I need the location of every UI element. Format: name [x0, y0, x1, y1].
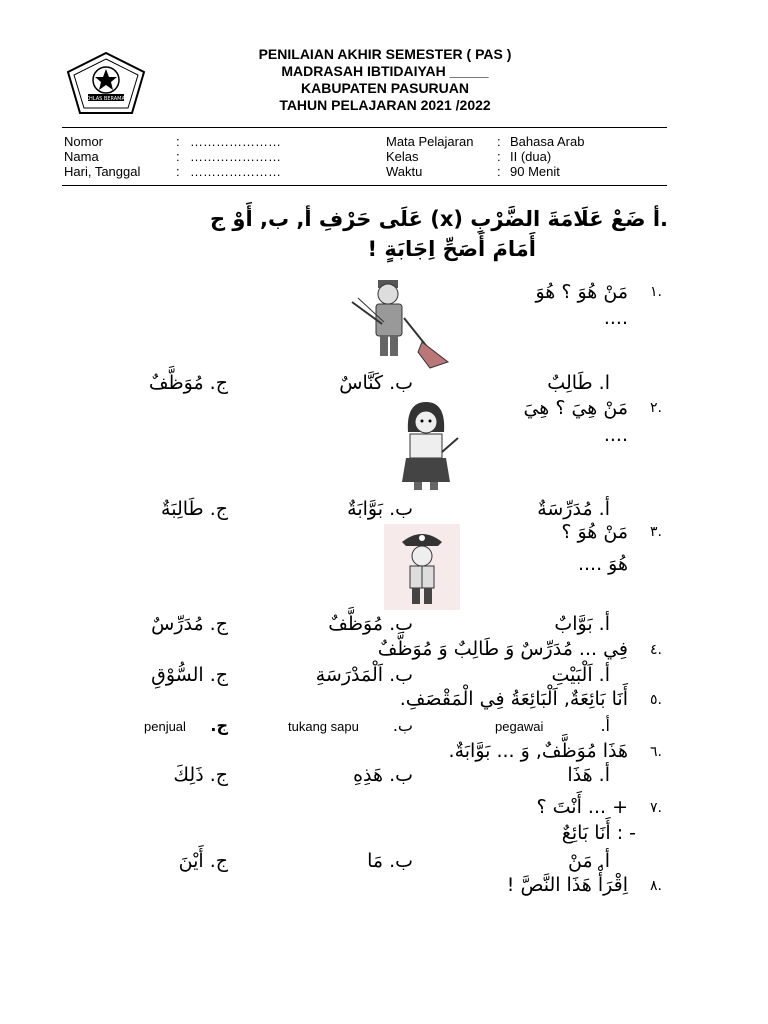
info-label-mapel: Mata Pelajaran	[386, 134, 474, 149]
info-label-hari: Hari, Tanggal	[64, 164, 141, 179]
question-blank: ....	[603, 307, 628, 329]
option-a[interactable]: pegawai	[495, 719, 544, 734]
option-b[interactable]: tukang sapu	[288, 719, 359, 734]
info-value-waktu: 90 Menit	[510, 164, 560, 179]
option-a[interactable]: أ. بَوَّابٌ	[554, 613, 610, 635]
option-c[interactable]: ج. السُّوْقِ	[151, 664, 228, 686]
header-line-2: MADRASAH IBTIDAIYAH _____	[281, 63, 489, 79]
option-b-letter: ب.	[392, 716, 413, 735]
question-text-2: - : أَنَا بَائِعٌ	[561, 822, 636, 844]
header-rule-top	[62, 127, 667, 128]
question-text: هَذَا مُوَظَّفٌ, وَ ... بَوَّابَةٌ.	[448, 740, 628, 762]
option-b[interactable]: ب. اَلْمَدْرَسَةِ	[315, 664, 413, 686]
info-label-nomor: Nomor	[64, 134, 104, 149]
header-rule-bottom	[62, 185, 667, 186]
option-c[interactable]: ج. مُوَظَّفٌ	[148, 372, 228, 394]
question-number: ٥.	[650, 692, 662, 708]
info-label-kelas: Kelas	[386, 149, 419, 164]
svg-text:IKHLAS BERAMAL: IKHLAS BERAMAL	[84, 96, 128, 102]
question-number: ٧.	[650, 800, 662, 816]
header-line-1: PENILAIAN AKHIR SEMESTER ( PAS )	[258, 46, 512, 62]
question-number: ٣.	[650, 524, 662, 540]
question-number: ١.	[650, 284, 662, 300]
question-text: اِقْرَأْ هَذَا النَّصَّ !	[506, 874, 628, 896]
option-c[interactable]: penjual	[144, 719, 186, 734]
option-a[interactable]: أ. مُدَرِّسَةٌ	[537, 498, 610, 520]
info-sep: :	[176, 149, 180, 164]
question-number: ٢.	[650, 400, 662, 416]
question-number: ٦.	[650, 744, 662, 760]
question-text: + ... أَنْتَ ؟	[536, 796, 628, 818]
instruction-line-1: .أ ضَعْ عَلَامَةَ الضَّرْبِ (x) عَلَى حَرْفِ أ, ب, أَوْ ج	[209, 207, 668, 231]
option-a[interactable]: أ. مَنْ	[568, 850, 610, 872]
option-b[interactable]: ب. هَذِهِ	[353, 764, 413, 786]
option-b[interactable]: ب. بَوَّابَةٌ	[347, 498, 413, 520]
officer-illustration	[384, 524, 460, 610]
info-sep: :	[176, 134, 180, 149]
question-blank: هُوَ ....	[577, 553, 628, 575]
info-sep: :	[497, 134, 501, 149]
question-text: مَنْ هُوَ ؟ هُوَ	[535, 281, 628, 303]
info-value-nama: …………………	[190, 149, 281, 164]
option-c[interactable]: ج. طَالِبَةٌ	[161, 498, 228, 520]
option-c[interactable]: ج. أَيْنَ	[178, 850, 228, 872]
info-value-nomor: …………………	[190, 134, 281, 149]
option-c-letter: ج.	[210, 716, 228, 735]
question-text: مَنْ هِيَ ؟ هِيَ	[523, 397, 628, 419]
info-sep: :	[176, 164, 180, 179]
option-a[interactable]: ا. طَالِبٌ	[547, 372, 610, 394]
option-a-letter: أ.	[600, 716, 610, 735]
option-b[interactable]: ب. كَنَّاسٌ	[339, 372, 413, 394]
option-c[interactable]: ج. مُدَرِّسٌ	[151, 613, 228, 635]
option-a[interactable]: أ. هَذَا	[567, 764, 610, 786]
header-line-3: KABUPATEN PASURUAN	[301, 80, 469, 96]
info-value-mapel: Bahasa Arab	[510, 134, 585, 149]
question-blank: ....	[603, 424, 628, 446]
hijab-girl-illustration	[394, 398, 460, 494]
option-a[interactable]: أ. اَلْبَيْتِ	[551, 664, 610, 686]
question-text: فِي ... مُدَرِّسٌ وَ طَالِبٌ وَ مُوَظَّفٌ	[377, 638, 628, 660]
sweeper-illustration	[348, 278, 452, 370]
info-label-nama: Nama	[64, 149, 99, 164]
madrasah-logo	[64, 50, 148, 116]
info-value-hari: …………………	[190, 164, 281, 179]
instruction-line-2: أَمَامَ أَصَحِّ اِجَابَةٍ !	[367, 237, 536, 261]
question-text: أَنَا بَائِعَةٌ, اَلْبَائِعَةُ فِي الْمَقْصَفِ.	[399, 688, 628, 710]
question-text: مَنْ هُوَ ؟	[561, 521, 628, 543]
info-sep: :	[497, 149, 501, 164]
header-line-4: TAHUN PELAJARAN 2021 /2022	[279, 97, 491, 113]
question-number: ٤.	[650, 642, 662, 658]
option-c[interactable]: ج. ذَلِكَ	[173, 764, 228, 786]
info-sep: :	[497, 164, 501, 179]
info-label-waktu: Waktu	[386, 164, 423, 179]
info-value-kelas: II (dua)	[510, 149, 552, 164]
option-b[interactable]: ب. مُوَظَّفٌ	[328, 613, 413, 635]
question-number: ٨.	[650, 878, 662, 894]
option-b[interactable]: ب. مَا	[367, 850, 413, 872]
